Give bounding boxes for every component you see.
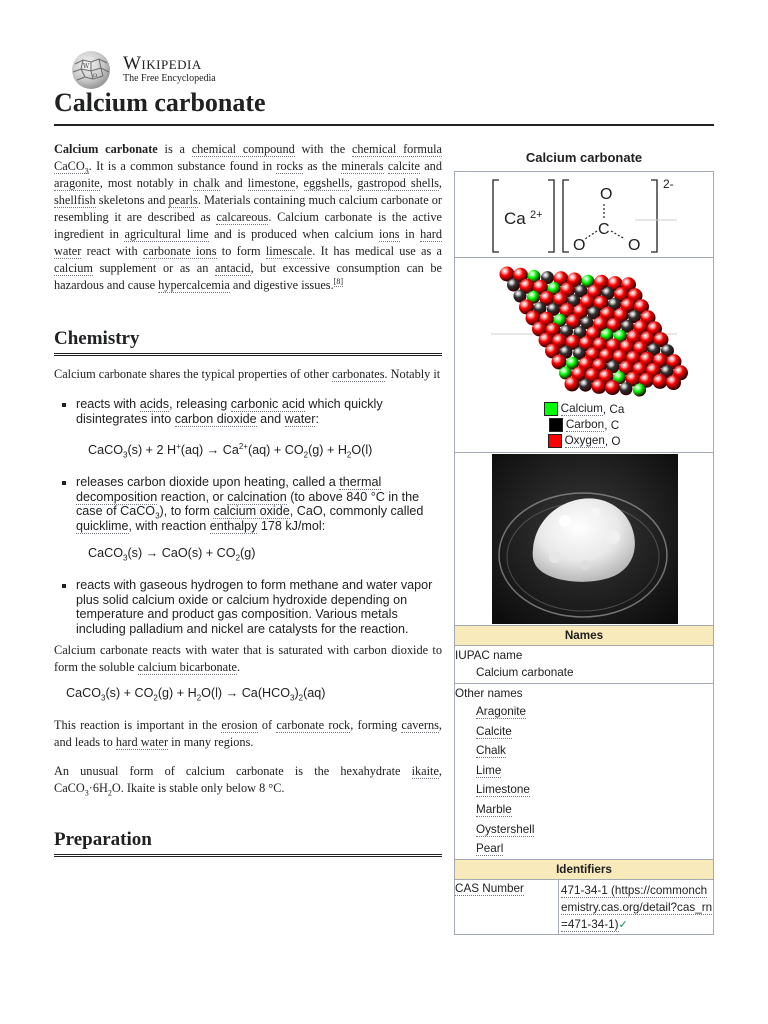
- link-calcite[interactable]: calcite: [387, 159, 420, 173]
- bicarbonate-paragraph: Calcium carbonate reacts with water that is saturated with carbon dioxide to form the soluble calcium bicarbonate.: [54, 643, 442, 674]
- ikaite-paragraph: An unusual form of calcium carbonate is the hexahydrate ikaite, $CaCO_3\cdot 6H_2O$. Ikaite is stable only below 8 °C.: [54, 764, 442, 798]
- wikipedia-tagline: The Free Encyclopedia: [123, 73, 216, 84]
- section-heading-chemistry: Chemistry: [54, 330, 442, 356]
- link-ikaite[interactable]: ikaite: [411, 764, 439, 778]
- link-hypercalcemia[interactable]: hypercalcemia: [158, 278, 230, 292]
- link-caco3[interactable]: CaCO$_3$: [54, 159, 89, 176]
- link-chemical-formula[interactable]: chemical formula: [351, 142, 442, 156]
- list-item: [455, 761, 713, 781]
- link-cas-number[interactable]: CAS Number: [455, 881, 524, 895]
- infobox-caption: Calcium carbonate: [525, 150, 643, 165]
- link-hard-water-2[interactable]: hard water: [115, 735, 169, 749]
- link-legend-carbon[interactable]: Carbon: [565, 418, 605, 431]
- page-title: Calcium carbonate: [54, 88, 266, 117]
- oxygen-atom-left: O: [573, 237, 586, 254]
- identifiers-header: Identifiers: [455, 860, 713, 880]
- link-limescale[interactable]: limescale: [265, 244, 313, 258]
- link-carbon-dioxide[interactable]: carbon dioxide: [174, 411, 257, 426]
- reference-8[interactable]: [8]: [333, 276, 343, 286]
- link-antacid[interactable]: antacid: [215, 261, 251, 275]
- oxygen-swatch: [548, 434, 562, 448]
- iupac-name-cell: [455, 646, 713, 684]
- oxygen-atom-top: O: [600, 186, 613, 203]
- list-item: [455, 722, 713, 742]
- oxygen-atom: [605, 380, 620, 395]
- link-caverns[interactable]: caverns: [401, 718, 439, 732]
- structural-formula-cell: [455, 172, 713, 258]
- list-item: ▪ releases carbon dioxide upon heating, called a thermal decomposition reaction, or calcination (to above 840 °C in the case of CaCO$_3$), to form calcium oxide, CaO, commonly called quicklime, with reaction enthalpy 178 kJ/mol: CaCO$_3$(s) → $CaO(s) + CO_2(g)$: [76, 475, 442, 561]
- iupac-name-value: Calcium carbonate: [476, 666, 574, 679]
- list-item: [455, 741, 713, 761]
- link-acids[interactable]: acids: [139, 397, 170, 411]
- list-item: [455, 820, 713, 840]
- link-carbonates[interactable]: carbonates: [331, 367, 385, 381]
- list-item: [455, 800, 713, 820]
- link-calcium[interactable]: calcium: [54, 261, 93, 275]
- names-header: Names: [455, 626, 713, 646]
- intro-paragraph: Calcium carbonate is a chemical compound with the chemical formula CaCO$_3$. It is a common substance found in rocks as the minerals calcite and aragonite, most notably in chalk and limestone, eggshells, gastropod shells, shellfish skeletons and pearls. Materials containing much calcium carbonate or resembling it are described as calcareous. Calcium carbonate is the active ingredient in agricultural lime and is produced when calcium ions in hard water react with carbonate ions to form limescale. It has medical use as a calcium supplement or as an antacid, but excessive consumption can be hazardous and cause hypercalcemia and digestive issues.[8]: [54, 142, 442, 292]
- link-other-name-limestone[interactable]: Limestone: [476, 783, 530, 797]
- link-other-name-oystershell[interactable]: Oystershell: [476, 822, 535, 836]
- legend-oxygen: Oxygen , O: [455, 433, 713, 449]
- structural-formula-diagram[interactable]: [455, 172, 713, 257]
- equation-calcination: CaCO$_3$(s) → $CaO(s) + CO_2(g)$: [88, 546, 256, 563]
- link-other-name-pearl[interactable]: Pearl: [476, 842, 504, 856]
- link-aragonite[interactable]: aragonite: [54, 176, 100, 190]
- link-water[interactable]: water: [284, 411, 316, 426]
- list-item: ▪ reacts with acids, releasing carbonic acid which quickly disintegrates into carbon dioxide and water: CaCO$_3$(s) + 2 $H^+(aq) \to Ca^{2+}(aq) + CO_2(g) + H_2O(l)$: [76, 397, 442, 458]
- link-legend-oxygen[interactable]: Oxygen: [564, 434, 605, 447]
- other-names-label: Other names: [455, 687, 523, 700]
- link-erosion[interactable]: erosion: [221, 718, 258, 732]
- section-heading-preparation: Preparation: [54, 831, 442, 857]
- carbonate-charge: 2-: [663, 177, 674, 191]
- svg-text:W: W: [83, 63, 90, 70]
- calcium-atom: [633, 384, 646, 397]
- link-other-name-marble[interactable]: Marble: [476, 802, 512, 816]
- calcium-carbonate-powder-photo[interactable]: [455, 453, 713, 625]
- link-legend-calcium[interactable]: Calcium: [560, 402, 603, 415]
- chemistry-intro: Calcium carbonate shares the typical properties of other carbonates. Notably it: [54, 367, 441, 381]
- link-minerals[interactable]: minerals: [341, 159, 384, 173]
- oxygen-atom: [565, 377, 580, 392]
- link-other-name-aragonite[interactable]: Aragonite: [476, 705, 527, 718]
- link-eggshells[interactable]: eggshells: [303, 176, 350, 190]
- svg-text:Ω: Ω: [93, 73, 98, 79]
- calcium-swatch: [544, 402, 558, 416]
- link-calcination[interactable]: calcination: [227, 489, 287, 504]
- link-chalk[interactable]: chalk: [193, 176, 220, 190]
- link-enthalpy[interactable]: enthalpy: [209, 518, 258, 533]
- link-shellfish[interactable]: shellfish: [54, 193, 96, 207]
- link-carbonate-rock[interactable]: carbonate rock: [276, 718, 351, 732]
- carbon-swatch: [549, 418, 563, 432]
- carbon-atom: C: [598, 221, 610, 238]
- cas-number-label-cell: [455, 880, 559, 934]
- reactions-list: [54, 397, 442, 636]
- other-names-list: [455, 702, 713, 859]
- link-other-name-calcite[interactable]: Calcite: [476, 724, 512, 738]
- oxygen-atom: [666, 375, 681, 390]
- link-calcareous[interactable]: calcareous: [216, 210, 269, 224]
- calcium-ion-charge: 2+: [530, 209, 543, 221]
- link-carbonic-acid[interactable]: carbonic acid: [230, 397, 305, 411]
- link-hard-water[interactable]: hard water: [54, 227, 442, 258]
- legend-calcium: Calcium , Ca: [455, 401, 713, 417]
- crystal-structure-model[interactable]: [455, 258, 713, 398]
- title-divider: [54, 124, 714, 126]
- link-cas-number-value[interactable]: 471-34-1 (https://commonchemistry.cas.org/detail?cas_rn=471-34-1): [561, 883, 713, 931]
- link-gastropod-shells[interactable]: gastropod shells: [357, 176, 439, 190]
- carbon-atom: [620, 382, 633, 395]
- oxygen-atom: [592, 379, 607, 394]
- iupac-name-label: IUPAC name: [455, 649, 523, 662]
- cas-number-row: [455, 880, 713, 934]
- equation-bicarbonate: CaCO$_3$(s) + $CO_2(g) + H_2O(l) \to Ca(HCO_3)_2(aq)$: [66, 686, 326, 703]
- oxygen-atom-right: O: [628, 237, 641, 254]
- calcium-ion-symbol: Ca: [504, 209, 526, 228]
- link-other-name-lime[interactable]: Lime: [476, 763, 502, 777]
- intro-bold-term: Calcium carbonate: [54, 142, 158, 156]
- cas-number-value-cell: [559, 880, 713, 934]
- wikipedia-wordmark[interactable]: Wikipedia: [123, 53, 202, 74]
- list-item: ▪ reacts with gaseous hydrogen to form methane and water vapor plus solid calcium oxide or calcium hydroxide depending on temperature and product gas composition. Various metals including palladium and nickel are catalysts for the reaction.: [76, 578, 442, 636]
- link-quicklime[interactable]: quicklime: [76, 518, 129, 533]
- carbon-atom: [579, 379, 592, 392]
- equation-acid-reaction: CaCO$_3$(s) + 2 $H^+(aq) \to Ca^{2+}(aq) + CO_2(g) + H_2O(l)$: [88, 441, 373, 460]
- link-thermal-decomposition[interactable]: thermal decomposition: [76, 475, 382, 504]
- carbon-atom: [507, 279, 520, 292]
- link-ions[interactable]: ions: [379, 227, 400, 241]
- list-item: [455, 839, 713, 859]
- article-body: [54, 141, 442, 857]
- link-calcium-bicarbonate[interactable]: calcium bicarbonate: [137, 660, 238, 674]
- link-pearls[interactable]: pearls: [168, 193, 198, 207]
- list-item: [455, 780, 713, 800]
- wikipedia-globe-logo[interactable]: [69, 50, 117, 90]
- erosion-paragraph: This reaction is important in the erosion of carbonate rock, forming caverns, and leads to hard water in many regions.: [54, 718, 442, 749]
- infobox: [454, 150, 714, 935]
- oxygen-atom: [653, 374, 668, 389]
- crystal-model-cell: [455, 258, 713, 453]
- legend-carbon: Carbon , C: [455, 417, 713, 433]
- other-names-cell: [455, 684, 713, 860]
- link-chemical-compound[interactable]: chemical compound: [191, 142, 295, 156]
- link-limestone[interactable]: limestone: [247, 176, 296, 190]
- list-item: [455, 702, 713, 722]
- link-agricultural-lime[interactable]: agricultural lime: [124, 227, 209, 241]
- link-other-name-chalk[interactable]: Chalk: [476, 744, 506, 758]
- powder-photo-cell: [455, 453, 713, 626]
- verified-check-icon: ✓: [618, 918, 628, 931]
- link-carbonate-ions[interactable]: carbonate ions: [142, 244, 217, 258]
- link-rocks[interactable]: rocks: [276, 159, 304, 173]
- link-calcium-oxide[interactable]: calcium oxide: [213, 504, 290, 518]
